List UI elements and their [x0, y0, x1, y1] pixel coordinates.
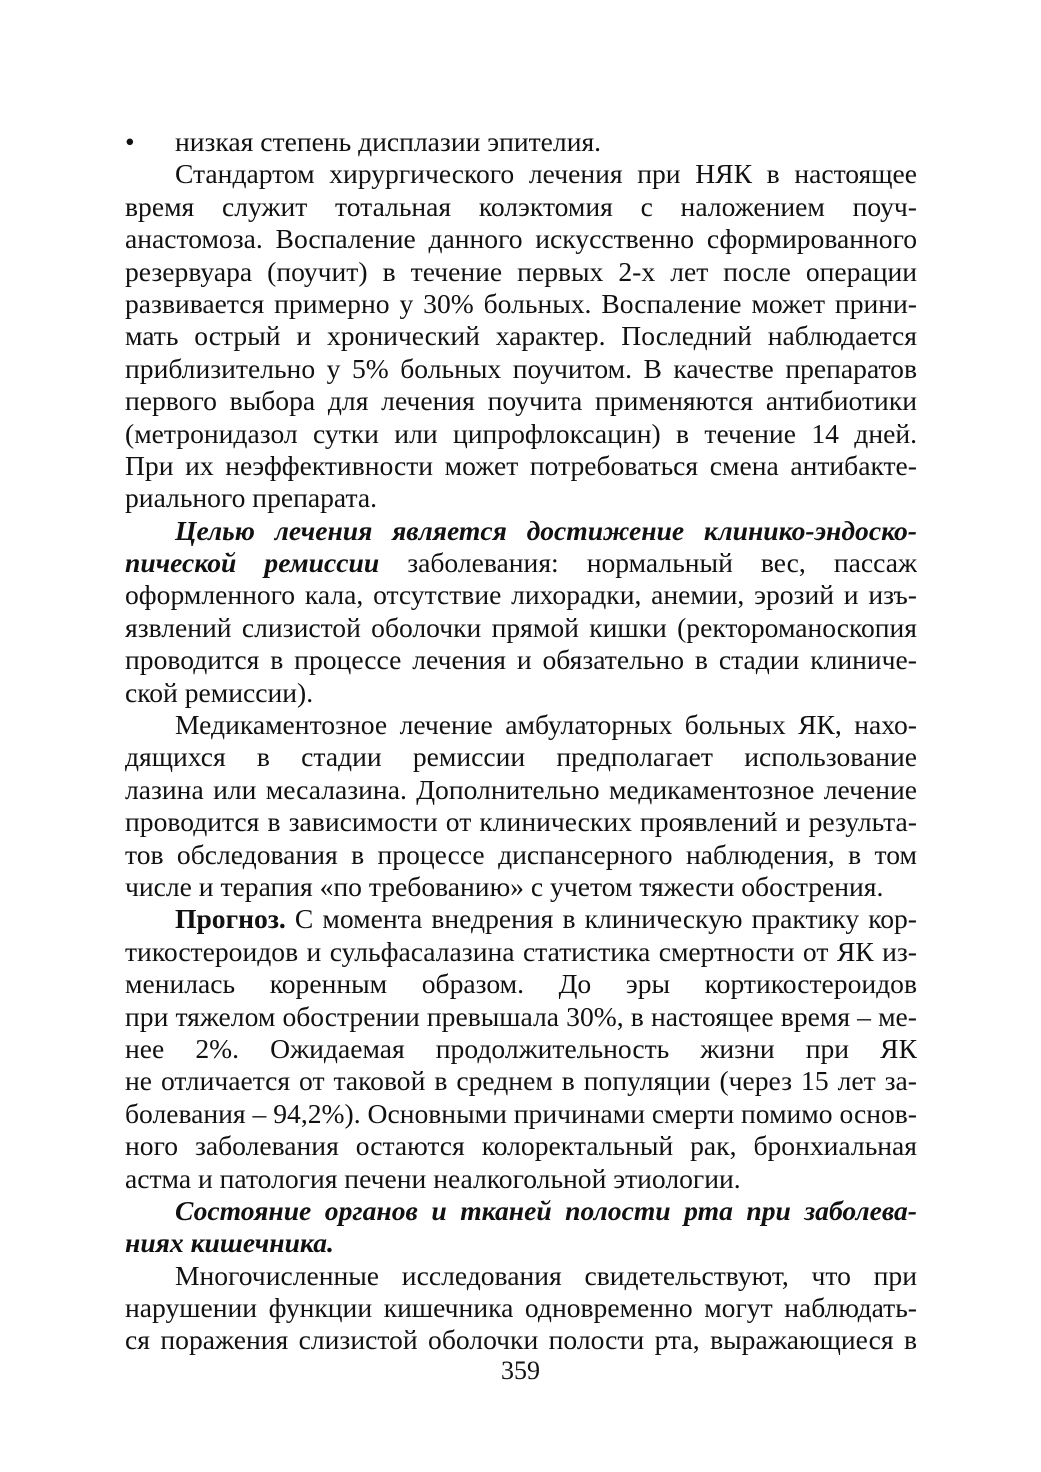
paragraph-line: (метронидазол сутки или ципрофлоксацин) в течение 14 дней. — [125, 417, 917, 449]
paragraph-line: проводится в зависимости от клинических проявлений и результа- — [125, 806, 917, 838]
paragraph-line: тикостероидов и сульфасалазина статистика смертности от ЯК из- — [125, 935, 917, 967]
paragraph-line: тов обследования в процессе диспансерного наблюдения, в том — [125, 838, 917, 870]
paragraph-line: анастомоза. Воспаление данного искусственно сформированного — [125, 223, 917, 255]
heading-line: Состояние органов и тканей полости рта при заболева- — [175, 1194, 917, 1226]
paragraph-line: При их неэффективности может потребоваться смена антибакте- — [125, 449, 917, 481]
paragraph-line: Стандартом хирургического лечения при НЯК в настоящее — [175, 158, 917, 190]
paragraph-line: первого выбора для лечения поучита применяются антибиотики — [125, 385, 917, 417]
document-page — [125, 126, 917, 1357]
paragraph-line: нее 2%. Ожидаемая продолжительность жизни при ЯК — [125, 1032, 917, 1064]
paragraph-line: оформленного кала, отсутствие лихорадки, анемии, эрозий и изъ- — [125, 579, 917, 611]
emphasis-line: Целью лечения является достижение клинико-эндоско- — [175, 514, 917, 546]
paragraph-text: С момента внедрения в клиническую практику кор- — [285, 903, 917, 935]
paragraph-line: менилась коренным образом. До эры кортикостероидов — [125, 968, 917, 1000]
heading-line: ниях кишечника. — [125, 1227, 334, 1259]
paragraph-line: числе и терапия «по требованию» с учетом тяжести обострения. — [125, 870, 884, 902]
paragraph-prognosis — [125, 903, 917, 1195]
paragraph-line: проводится в процессе лечения и обязательно в стадии клиниче- — [125, 644, 917, 676]
paragraph-treatment-goal — [125, 515, 917, 709]
paragraph-line: при тяжелом обострении превышала 30%, в настоящее время – ме- — [125, 1000, 917, 1032]
paragraph-text: заболевания: нормальный вес, пассаж — [379, 547, 917, 579]
prognosis-label: Прогноз. — [175, 903, 286, 935]
paragraph-surgery — [125, 158, 917, 514]
paragraph-line: лазина или месалазина. Дополнительно медикаментозное лечение — [125, 773, 917, 805]
bullet-text: низкая степень дисплазии эпителия. — [175, 126, 602, 157]
paragraph-line: мать острый и хронический характер. Последний наблюдается — [125, 320, 917, 352]
paragraph-line: резервуара (поучит) в течение первых 2-х лет после операции — [125, 255, 917, 287]
paragraph-line: язвлений слизистой оболочки прямой кишки (ректороманоскопия — [125, 611, 917, 643]
paragraph-line-mixed — [125, 547, 917, 579]
paragraph-line: ся поражения слизистой оболочки полости рта, выражающиеся в — [125, 1324, 917, 1356]
paragraph-line-mixed — [125, 903, 917, 935]
bullet-marker: • — [125, 126, 135, 157]
paragraph-line: ской ремиссии). — [125, 676, 314, 708]
paragraph-line: ного заболевания остаются колоректальный рак, бронхиальная — [125, 1130, 917, 1162]
paragraph-line: Многочисленные исследования свидетельствуют, что при — [175, 1259, 917, 1291]
paragraph-line: дящихся в стадии ремиссии предполагает использование — [125, 741, 917, 773]
page-number: 359 — [501, 1356, 540, 1385]
paragraph-line: нарушении функции кишечника одновременно могут наблюдать- — [125, 1292, 917, 1324]
paragraph-medication — [125, 709, 917, 903]
paragraph-line: Медикаментозное лечение амбулаторных больных ЯК, нахо- — [175, 709, 917, 741]
section-heading — [125, 1195, 917, 1260]
bullet-item — [125, 126, 917, 158]
emphasis-text: пической ремиссии — [125, 547, 380, 579]
paragraph-line: астма и патология печени неалкогольной этиологии. — [125, 1162, 741, 1194]
paragraph-line: риального препарата. — [125, 482, 377, 514]
paragraph-line: развивается примерно у 30% больных. Воспаление может прини- — [125, 287, 917, 319]
paragraph-oral — [125, 1260, 917, 1357]
paragraph-line: время служит тотальная колэктомия с наложением поуч- — [125, 190, 917, 222]
paragraph-line: болевания – 94,2%). Основными причинами смерти помимо основ- — [125, 1097, 917, 1129]
paragraph-line: приблизительно у 5% больных поучитом. В качестве препаратов — [125, 352, 917, 384]
paragraph-line: не отличается от таковой в среднем в популяции (через 15 лет за- — [125, 1065, 917, 1097]
